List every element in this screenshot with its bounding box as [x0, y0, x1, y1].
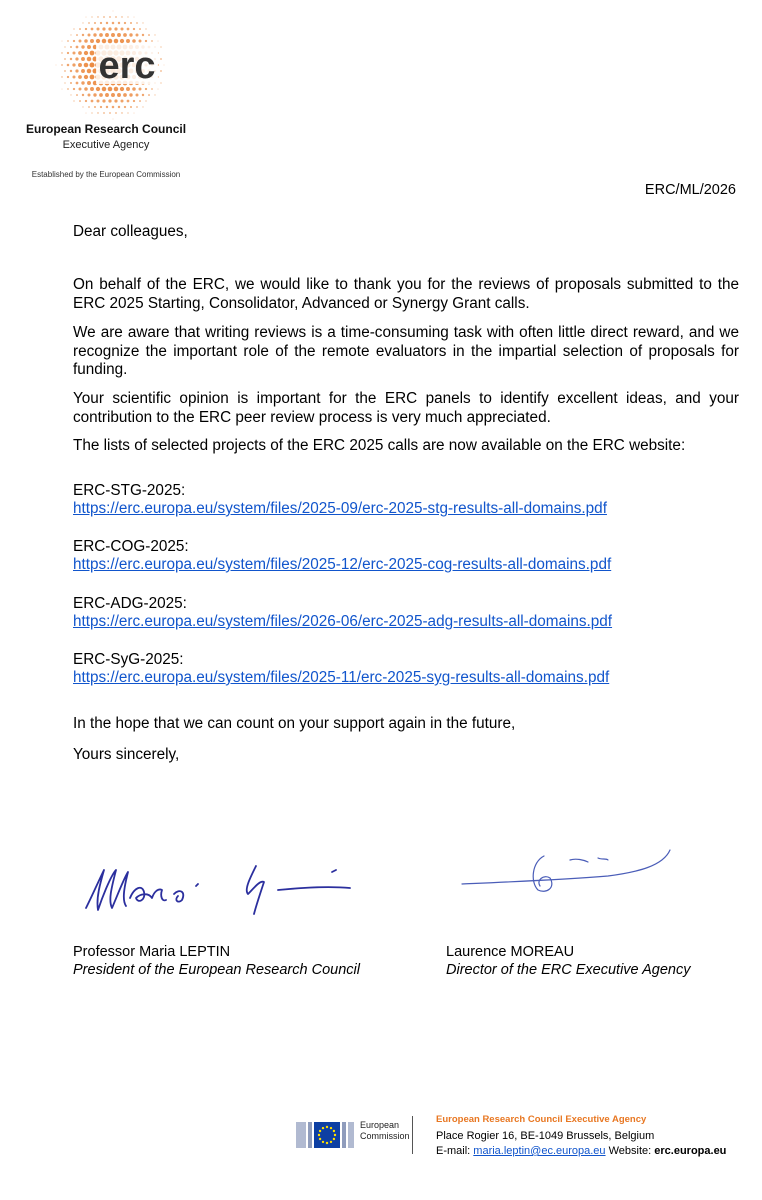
call-link-cog[interactable]: https://erc.europa.eu/system/files/2025-12/erc-2025-cog-results-all-domains.pdf	[73, 556, 612, 573]
signature-leptin	[78, 848, 368, 928]
paragraph-thanks: On behalf of the ERC, we would like to thank you for the reviews of proposals submitted to the ERC 2025 Starting, Consolidator, Advanced or Synergy Grant calls.	[73, 276, 739, 312]
logo-dot	[109, 16, 111, 18]
call-link-syg[interactable]: https://erc.europa.eu/system/files/2025-11/erc-2025-syg-results-all-domains.pdf	[73, 669, 610, 686]
logo-dot	[67, 40, 69, 42]
logo-dot	[145, 100, 146, 101]
logo-dot	[81, 45, 84, 48]
footer-email-label: E-mail:	[436, 1145, 471, 1157]
logo-dot	[99, 93, 103, 97]
logo-dot	[120, 39, 124, 43]
logo-dot	[91, 28, 94, 31]
logo-organization: European Research Council	[26, 122, 187, 136]
eu-star-icon	[330, 1127, 332, 1129]
logo-dot	[126, 39, 130, 43]
signatory-name-leptin: Professor Maria LEPTIN	[73, 944, 231, 960]
logo-dot	[145, 28, 146, 29]
logo-dot	[90, 87, 94, 91]
logo-dot	[78, 63, 82, 67]
closing-sincerely: Yours sincerely,	[73, 746, 180, 763]
logo-dot	[133, 28, 135, 30]
logo-dot	[117, 93, 121, 97]
logo-dot	[67, 64, 70, 67]
logo-dot	[76, 82, 79, 85]
logo-dot	[87, 81, 91, 85]
logo-dot	[79, 40, 82, 43]
logo-dot	[62, 41, 63, 42]
logo-dot	[64, 82, 65, 83]
logo-dot	[100, 22, 102, 24]
logo-dot	[134, 17, 135, 18]
logo-dot	[133, 100, 135, 102]
logo-dot	[87, 57, 92, 62]
logo-dot	[103, 112, 105, 114]
logo-dot	[100, 106, 102, 108]
logo-dot	[145, 88, 147, 90]
paragraph-lists: The lists of selected projects of the ERC 2025 calls are now available on the ERC website:	[73, 437, 686, 454]
logo-dot	[90, 75, 95, 80]
logo-dot	[102, 39, 107, 44]
logo-dot	[130, 106, 132, 108]
eu-star-icon	[322, 1141, 324, 1143]
logo-dot	[127, 100, 130, 103]
logo-dot	[84, 51, 88, 55]
logo-dot	[84, 87, 88, 91]
logo-dot	[160, 46, 161, 47]
logo-dot	[90, 51, 95, 56]
greeting: Dear colleagues,	[73, 223, 188, 240]
logo-dot	[108, 99, 111, 102]
logo-dot	[102, 99, 105, 102]
logo-dot	[114, 27, 117, 30]
logo-dot	[87, 69, 92, 74]
logo-dot	[88, 34, 91, 37]
logo-dot	[118, 22, 120, 24]
logo-dot	[115, 16, 117, 18]
ec-label	[360, 1120, 410, 1142]
eu-star-icon	[319, 1130, 321, 1132]
ec-label-line2: Commission	[360, 1131, 410, 1141]
footer-website: erc.europa.eu	[654, 1145, 727, 1157]
logo-dot	[96, 39, 100, 43]
logo-dot	[123, 33, 127, 37]
logo-dot	[70, 94, 71, 95]
logo-dot	[73, 88, 75, 90]
logo-dot	[132, 39, 136, 43]
logo-dot	[88, 94, 91, 97]
logo-dot	[76, 34, 78, 36]
footer-email-link[interactable]: maria.leptin@ec.europa.eu	[473, 1145, 606, 1157]
logo-dot	[82, 34, 84, 36]
logo-dot	[76, 94, 78, 96]
logo-dot	[127, 28, 130, 31]
logo-dot	[70, 82, 72, 84]
logo-dot	[139, 28, 141, 30]
logo-dot	[164, 65, 165, 66]
logo-dot	[67, 88, 69, 90]
logo-dot	[129, 93, 132, 96]
eu-star-icon	[330, 1141, 332, 1143]
logo-dot	[154, 94, 155, 95]
ec-label-line1: European	[360, 1120, 400, 1130]
logo-dot	[73, 100, 74, 101]
logo-dot	[129, 33, 132, 36]
logo-dot	[86, 113, 87, 114]
logo-dot	[148, 94, 150, 96]
logo-dot	[93, 93, 96, 96]
erc-logo	[50, 6, 170, 124]
logo-dot	[85, 100, 87, 102]
logo-dot	[91, 100, 94, 103]
logo-agency: Executive Agency	[62, 139, 150, 151]
logo-dot	[102, 27, 105, 30]
signatory-title-leptin: President of the European Research Council	[73, 962, 360, 978]
logo-dot	[81, 57, 85, 61]
logo-dot	[75, 57, 78, 60]
logo-dot	[114, 39, 119, 44]
logo-dot	[106, 106, 108, 108]
logo-dot	[64, 58, 66, 60]
logo-dot	[108, 27, 111, 30]
logo-dot	[124, 106, 126, 108]
logo-dot	[130, 22, 132, 24]
footer-contact	[436, 1145, 726, 1157]
logo-dot	[139, 88, 142, 91]
logo-dot	[97, 112, 98, 113]
logo-dot	[91, 16, 92, 17]
logo-dot	[70, 46, 72, 48]
logo-dot	[136, 22, 138, 24]
letter-reference: ERC/ML/2026	[644, 182, 736, 198]
call-label-adg: ERC-ADG-2025:	[73, 595, 187, 612]
logo-dot	[99, 33, 103, 37]
logo-dot	[127, 16, 128, 17]
logo-dot	[70, 34, 71, 35]
logo-dot	[88, 22, 90, 24]
paragraph-opinion: Your scientific opinion is important for the ERC panels to identify excellent ideas, and your contribution to the ERC peer review process is very much appreciated.	[73, 390, 739, 426]
logo-dot	[113, 119, 114, 120]
logo-dot	[120, 99, 123, 102]
logo-dot	[72, 75, 75, 78]
logo-dot	[70, 58, 72, 60]
logo-dot	[93, 33, 96, 36]
logo-dot	[82, 94, 84, 96]
logo-dot	[64, 70, 66, 72]
logo-dot	[120, 27, 123, 30]
logo-dot	[102, 87, 107, 92]
logo-dot	[67, 52, 69, 54]
logo-dot	[61, 52, 62, 53]
logo-dot	[148, 34, 150, 36]
logo-dot	[105, 93, 109, 97]
logo-dot	[111, 93, 115, 97]
logo-dot	[86, 17, 87, 18]
eu-star-icon	[333, 1138, 335, 1140]
logo-dot	[108, 39, 113, 44]
logo-dot	[145, 40, 147, 42]
logo-dot	[160, 58, 162, 60]
logo-dot	[113, 11, 114, 12]
logo-dot	[109, 112, 111, 114]
footer-divider	[412, 1116, 413, 1154]
eu-star-icon	[334, 1134, 336, 1136]
logo-dot	[142, 22, 143, 23]
logo-dot	[62, 89, 63, 90]
logo-dot	[79, 100, 81, 102]
logo-dot	[103, 16, 105, 18]
logo-dot	[81, 69, 85, 73]
logo-dot	[82, 106, 83, 107]
logo-dot	[84, 75, 88, 79]
logo-dot	[67, 76, 69, 78]
eu-star-icon	[333, 1130, 335, 1132]
logo-dot	[142, 94, 144, 96]
logo-dot	[142, 34, 144, 36]
logo-dot	[94, 106, 96, 108]
paragraph-reviews: We are aware that writing reviews is a time-consuming task with often little direct reward, and we recognize the important role of the remote evaluators in the impartial selection of proposals for funding.	[73, 324, 739, 378]
logo-dot	[56, 65, 57, 66]
logo-dot	[121, 112, 122, 113]
signature-moreau	[458, 836, 698, 900]
logo-dot	[79, 28, 81, 30]
erc-logo-dots-icon	[50, 6, 170, 124]
logo-dot	[136, 34, 139, 37]
logo-dot	[94, 22, 96, 24]
logo-dot	[70, 70, 72, 72]
call-label-syg: ERC-SyG-2025:	[73, 651, 184, 668]
signatory-name-moreau: Laurence MOREAU	[446, 944, 575, 960]
logo-dot	[132, 87, 136, 91]
logo-dot	[61, 76, 62, 77]
eu-star-icon	[318, 1134, 320, 1136]
logo-dot	[160, 82, 161, 83]
call-link-adg[interactable]: https://erc.europa.eu/system/files/2026-06/erc-2025-adg-results-all-domains.pdf	[73, 613, 613, 630]
logo-dot	[105, 33, 109, 37]
logo-dot	[124, 22, 126, 24]
logo-dot	[117, 33, 121, 37]
logo-dot	[96, 27, 99, 30]
logo-dot	[112, 22, 115, 25]
logo-dot	[90, 39, 94, 43]
logo-dot	[154, 34, 155, 35]
logo-dot	[73, 28, 74, 29]
eu-star-icon	[326, 1126, 328, 1128]
logo-dot	[91, 112, 92, 113]
closing-hope: In the hope that we can count on your support again in the future,	[73, 715, 516, 732]
eu-star-icon	[322, 1127, 324, 1129]
logo-dot	[82, 22, 83, 23]
logo-dot	[97, 16, 98, 17]
footer-website-label: Website:	[608, 1145, 652, 1157]
logo-dot	[75, 69, 78, 72]
eu-star-icon	[326, 1142, 328, 1144]
logo-dot	[106, 22, 108, 24]
logo-dot	[84, 63, 89, 68]
logo-dot	[96, 87, 100, 91]
logo-dot	[85, 28, 87, 30]
call-label-stg: ERC-STG-2025:	[73, 482, 186, 499]
logo-dot	[136, 106, 138, 108]
logo-dot	[81, 81, 84, 84]
logo-established: Established by the European Commission	[31, 170, 181, 179]
logo-dot	[126, 87, 130, 91]
call-label-cog: ERC-COG-2025:	[73, 538, 189, 555]
logo-dot	[114, 87, 119, 92]
logo-dot	[108, 87, 113, 92]
logo-dot	[118, 106, 120, 108]
logo-text: erc	[98, 45, 156, 87]
logo-dot	[134, 113, 135, 114]
logo-dot	[139, 40, 142, 43]
logo-dot	[136, 94, 139, 97]
logo-dot	[160, 70, 162, 72]
logo-dot	[123, 93, 127, 97]
logo-dot	[72, 63, 75, 66]
logo-dot	[76, 46, 79, 49]
logo-dot	[78, 51, 82, 55]
logo-dot	[111, 33, 115, 37]
logo-dot	[73, 40, 75, 42]
logo-dot	[96, 99, 99, 102]
logo-dot	[158, 41, 159, 42]
logo-dot	[151, 88, 153, 90]
logo-dot	[79, 88, 82, 91]
logo-dot	[142, 106, 143, 107]
logo-dot	[114, 99, 117, 102]
signatory-title-moreau: Director of the ERC Executive Agency	[446, 962, 691, 978]
logo-dot	[151, 40, 153, 42]
logo-dot	[72, 51, 75, 54]
logo-dot	[84, 39, 88, 43]
logo-dot	[115, 112, 117, 114]
logo-dot	[112, 106, 115, 109]
eu-star-icon	[319, 1138, 321, 1140]
logo-dot	[64, 46, 65, 47]
footer-address: Place Rogier 16, BE-1049 Brussels, Belgium	[436, 1130, 655, 1142]
logo-dot	[88, 106, 90, 108]
footer-agency-name: European Research Council Executive Agency	[436, 1114, 647, 1125]
logo-dot	[158, 89, 159, 90]
logo-dot	[87, 45, 91, 49]
call-link-stg[interactable]: https://erc.europa.eu/system/files/2025-09/erc-2025-stg-results-all-domains.pdf	[73, 500, 607, 517]
logo-dot	[121, 16, 122, 17]
logo-dot	[78, 75, 82, 79]
logo-dot	[120, 87, 124, 91]
logo-dot	[61, 64, 63, 66]
logo-dot	[139, 100, 141, 102]
logo-dot	[89, 62, 94, 67]
logo-dot	[127, 112, 128, 113]
